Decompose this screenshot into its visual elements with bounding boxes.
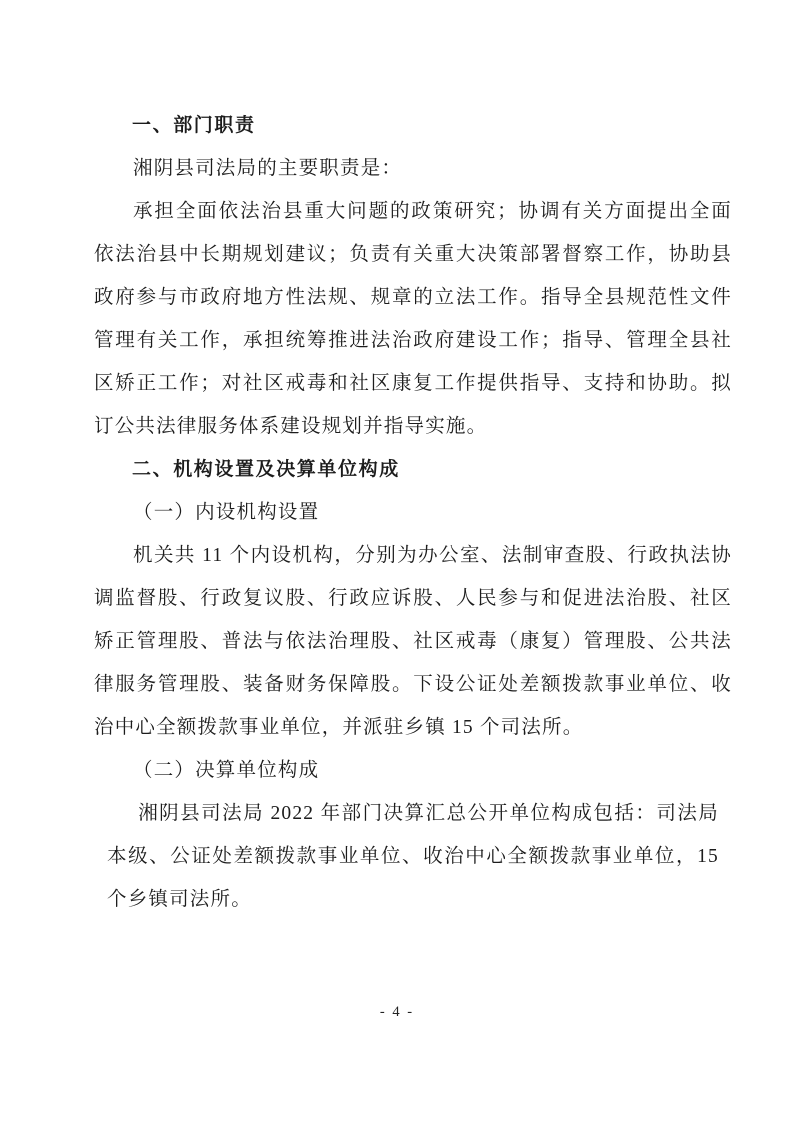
subheading-internal-orgs: （一）内设机构设置: [133, 502, 320, 523]
subheading-unit-composition: （二）决算单位构成: [133, 760, 320, 781]
paragraph-duties-detail: 承担全面依法治县重大问题的政策研究；协调有关方面提出全面依法治县中长期规划建议；负责有关重大决策部署督察工作，协助县政府参与市政府地方性法规、规章的立法工作。指导全县规范性文件管理有关工作，承担统筹推进法治政府建设工作；指导、管理全县社区矫正工作；对社区戒毒和社区康复工作提供指导、支持和协助。拟订公共法律服务体系建设规划并指导实施。: [94, 201, 732, 437]
section-heading-duties: 一、部门职责: [132, 115, 256, 136]
document-body: [94, 104, 732, 921]
paragraph-unit-composition: 湘阴县司法局 2022 年部门决算汇总公开单位构成包括：司法局本级、公证处差额拨款事业单位、收治中心全额拨款事业单位，15 个乡镇司法所。: [107, 803, 719, 910]
paragraph-internal-orgs: 机关共 11 个内设机构，分别为办公室、法制审查股、行政执法协调监督股、行政复议股、行政应诉股、人民参与和促进法治股、社区矫正管理股、普法与依法治理股、社区戒毒（康复）管理股、公共法律服务管理股、装备财务保障股。下设公证处差额拨款事业单位、收治中心全额拨款事业单位，并派驻乡镇 15 个司法所。: [94, 545, 732, 738]
paragraph-duties-intro: 湘阴县司法局的主要职责是：: [133, 158, 403, 179]
section-heading-structure: 二、机构设置及决算单位构成: [132, 459, 400, 480]
page-number: - 4 -: [379, 1004, 415, 1020]
